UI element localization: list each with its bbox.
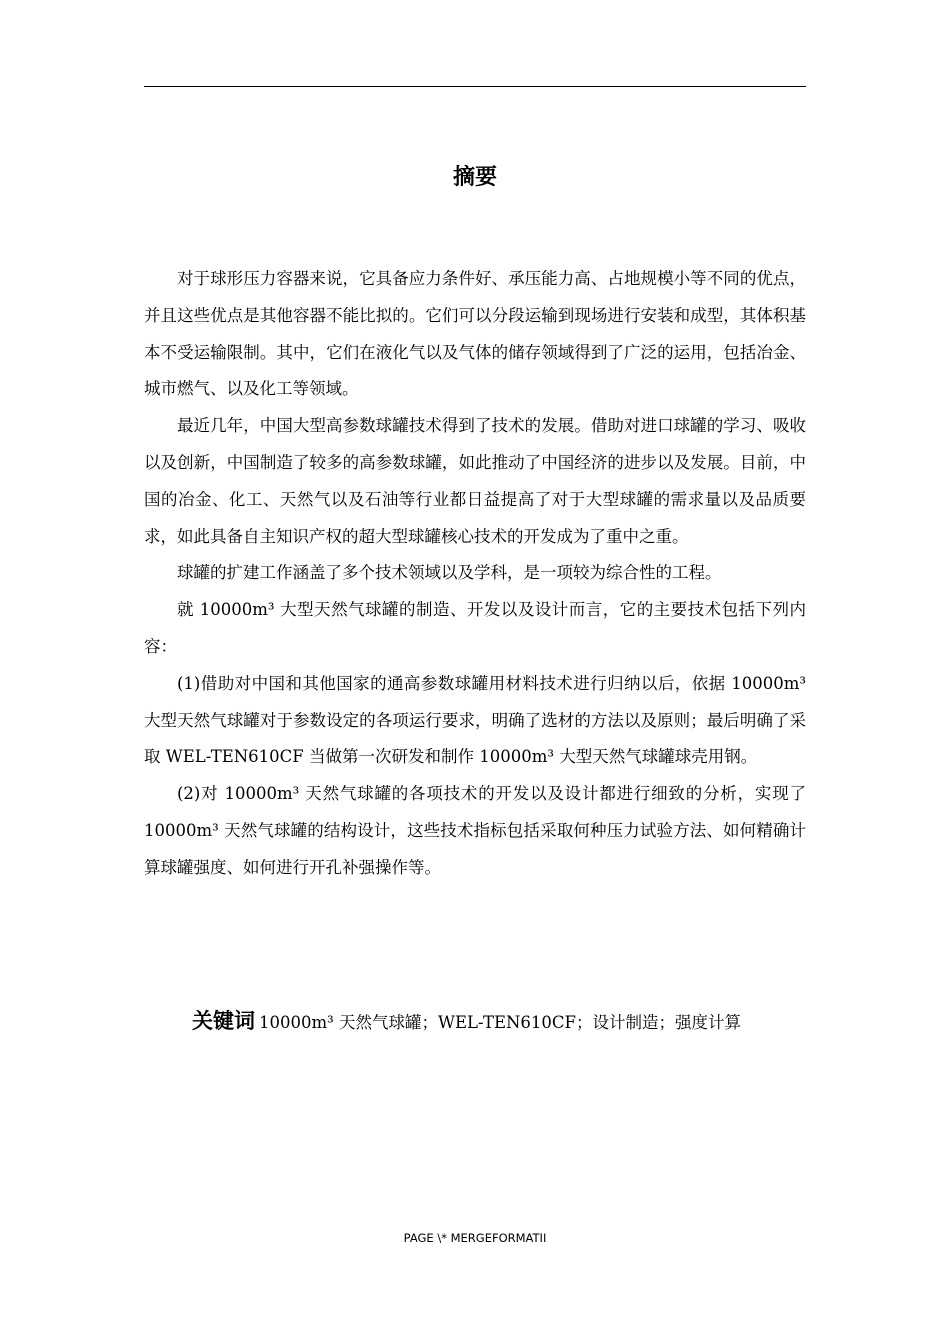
page-footer: PAGE \* MERGEFORMATII — [403, 1231, 547, 1245]
paragraph-3: 球罐的扩建工作涵盖了多个技术领域以及学科，是一项较为综合性的工程。 — [177, 563, 722, 583]
keywords-label: 关键词 — [192, 1009, 255, 1033]
keywords-text: 10000m³ 天然气球罐；WEL-TEN610CF；设计制造；强度计算 — [259, 1013, 741, 1032]
keywords-line — [192, 1003, 806, 1041]
paragraph-4: 就 10000m³ 大型天然气球罐的制造、开发以及设计而言，它的主要技术包括下列内容： — [144, 600, 806, 656]
abstract-body — [144, 261, 806, 887]
paragraph-2: 最近几年，中国大型高参数球罐技术得到了技术的发展。借助对进口球罐的学习、吸收以及创新，中国制造了较多的高参数球罐，如此推动了中国经济的进步以及发展。目前，中国的冶金、化工、天然气以及石油等行业都日益提高了对于大型球罐的需求量以及品质要求，如此具备自主知识产权的超大型球罐核心技术的开发成为了重中之重。 — [144, 416, 806, 546]
paragraph-1: 对于球形压力容器来说，它具备应力条件好、承压能力高、占地规模小等不同的优点，并且这些优点是其他容器不能比拟的。它们可以分段运输到现场进行安装和成型，其体积基本不受运输限制。其中，它们在液化气以及气体的储存领域得到了广泛的运用，包括冶金、城市燃气、以及化工等领域。 — [144, 269, 806, 399]
paragraph-5: (1)借助对中国和其他国家的通高参数球罐用材料技术进行归纳以后，依据 10000m³ 大型天然气球罐对于参数设定的各项运行要求，明确了选材的方法以及原则；最后明确了采取 WEL-TEN610CF 当做第一次研发和制作 10000m³ 大型天然气球罐球壳用钢。 — [144, 673, 806, 767]
page-title: 摘要 — [452, 165, 497, 190]
paragraph-6: (2)对 10000m³ 天然气球罐的各项技术的开发以及设计都进行细致的分析，实现了 10000m³ 天然气球罐的结构设计，这些技术指标包括采取何种压力试验方法、如何精确计算球罐强度、如何进行开孔补强操作等。 — [144, 784, 806, 877]
header-rule — [144, 86, 806, 87]
